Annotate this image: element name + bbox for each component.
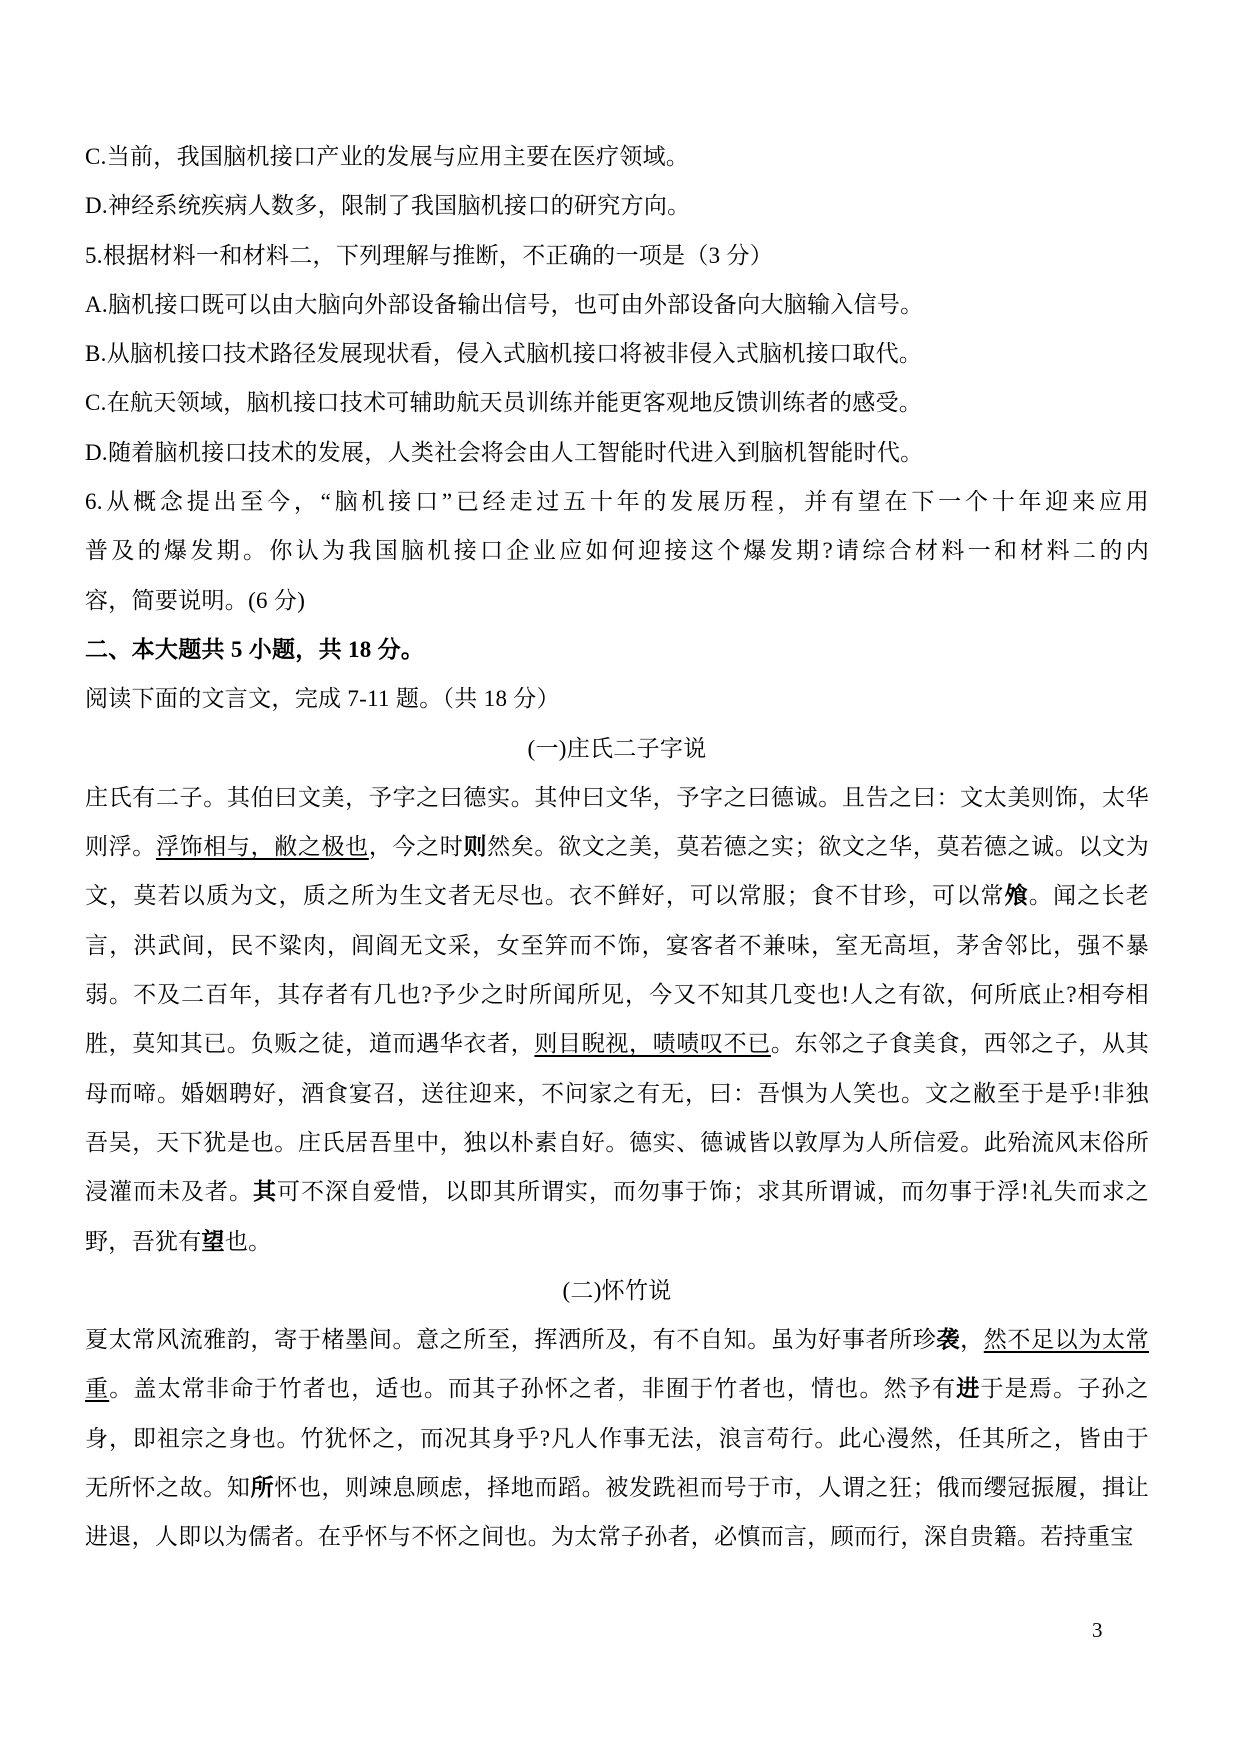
text-run: (二)怀竹说 [562, 1277, 672, 1303]
text-run: 身，即祖宗之身也。竹犹怀之，而况其身乎?凡人作事无法，浪言苟行。此心漫然，任其所之，皆由于 [85, 1425, 1149, 1451]
text-run: 吾吴，天下犹是也。庄氏居吾里中，独以朴素自好。德实、德诚皆以敦厚为人所信爱。此殆流风末俗所 [85, 1129, 1149, 1155]
text-run: 庄氏有二子。其伯曰文美，予字之曰德实。其仲曰文华，予字之曰德诚。且告之曰：文太美则饰，太华 [85, 784, 1149, 810]
passage-text [85, 1118, 1149, 1167]
passage-title [85, 1266, 1149, 1315]
text-run: 进退，人即以为儒者。在乎怀与不怀之间也。为太常子孙者，必慎而言，顾而行，深自贵籍。若持重宝 [85, 1524, 1134, 1550]
text-run: ，今之时 [368, 834, 464, 860]
text-run: 二、本大题共 5 小题，共 18 分。 [85, 636, 425, 662]
question-option [85, 378, 1149, 427]
document-body [85, 132, 1149, 1562]
question-stem [85, 576, 1149, 625]
text-run: 飧 [1004, 883, 1029, 909]
passage-title [85, 724, 1149, 773]
text-run: 则 [463, 834, 488, 860]
text-run: 袭 [936, 1327, 961, 1353]
text-run: 5.根据材料一和材料二，下列理解与推断，不正确的一项是（3 分） [85, 242, 774, 268]
passage-text [85, 1463, 1149, 1512]
text-run: 所 [250, 1475, 275, 1501]
text-run: 胜，莫知其已。负贩之徒，道而遇华衣者， [85, 1031, 535, 1057]
text-run: 普及的爆发期。你认为我国脑机接口企业应如何迎接这个爆发期?请综合材料一和材料二的内 [85, 538, 1149, 564]
question-stem [85, 477, 1149, 526]
passage-text [85, 773, 1149, 822]
text-run: 然矣。欲文之美，莫若德之实；欲文之华，莫若德之诚。以文为 [487, 834, 1150, 860]
text-run: (一)庄氏二子字说 [527, 735, 707, 761]
text-run: 于是焉。子孙之 [980, 1376, 1149, 1402]
text-run: 浮饰相与，敝之极也 [155, 834, 369, 860]
text-run: 可不深自爱惜，以即其所谓实，而勿事于饰；求其所谓诚，而勿事于浮!礼失而求之 [277, 1179, 1150, 1205]
question-option [85, 132, 1149, 181]
text-run: 阅读下面的文言文，完成 7-11 题。（共 18 分） [85, 686, 560, 712]
text-run: 则浮。 [85, 834, 156, 860]
text-run: 进 [956, 1376, 981, 1402]
text-run: D.神经系统疾病人数多，限制了我国脑机接口的研究方向。 [85, 193, 691, 219]
text-run: 无所怀之故。知 [85, 1475, 251, 1501]
passage-text [85, 1315, 1149, 1364]
text-run: 夏太常风流雅韵，寄于楮墨间。意之所至，挥洒所及，有不自知。虽为好事者所珍 [85, 1327, 937, 1353]
text-run: 野，吾犹有 [85, 1228, 202, 1254]
passage-text [85, 921, 1149, 970]
text-run: D.随着脑机接口技术的发展，人类社会将会由人工智能时代进入到脑机智能时代。 [85, 439, 924, 465]
passage-text [85, 1019, 1149, 1068]
text-run: C.当前，我国脑机接口产业的发展与应用主要在医疗领域。 [85, 144, 690, 169]
text-run: 然不足以为太常 [983, 1327, 1149, 1353]
passage-text [85, 1217, 1149, 1266]
text-run: 怀也，则竦息顾虑，择地而蹈。被发跣袒而号于市，人谓之狂；俄而缨冠振履，揖让 [274, 1475, 1149, 1501]
text-run: 6.从概念提出至今，“脑机接口”已经走过五十年的发展历程，并有望在下一个十年迎来应用 [85, 489, 1149, 515]
question-stem [85, 231, 1149, 280]
text-run: 母而啼。婚姻聘好，酒食宴召，送往迎来，不问家之有无，曰：吾惧为人笑也。文之敝至于是乎!非独 [85, 1080, 1149, 1106]
text-run: 。闻之长老 [1028, 883, 1149, 909]
passage-text [85, 1414, 1149, 1463]
text-run: C.在航天领域，脑机接口技术可辅助航天员训练并能更客观地反馈训练者的感受。 [85, 390, 923, 416]
text-run: 。盖太常非命于竹者也，适也。而其子孙怀之者，非囿于竹者也，情也。然予有 [109, 1376, 957, 1402]
text-run: 弱。不及二百年，其存者有几也?予少之时所闻所见，今又不知其几变也!人之有欲，何所底止?相夸相 [85, 982, 1149, 1008]
text-run: 言，洪武间，民不粱肉，闾阎无文采，女至笄而不饰，宴客者不兼味，室无高垣，茅舍邻比，强不暴 [85, 932, 1149, 958]
passage-text [85, 1512, 1149, 1561]
page-number: 3 [1092, 1618, 1103, 1642]
section-heading [85, 625, 1149, 674]
text-run: 浸灌而未及者。 [85, 1179, 254, 1205]
question-option [85, 428, 1149, 477]
text-run: 文，莫若以质为文，质之所为生文者无尽也。衣不鲜好，可以常服；食不甘珍，可以常 [85, 883, 1005, 909]
text-run: 。东邻之子食美食，西邻之子，从其 [770, 1031, 1150, 1057]
text-run: 也。 [224, 1228, 272, 1254]
text-run: A.脑机接口既可以由大脑向外部设备输出信号，也可由外部设备向大脑输入信号。 [85, 291, 924, 317]
passage-text [85, 1167, 1149, 1216]
passage-text [85, 871, 1149, 920]
passage-text [85, 1364, 1149, 1413]
question-option [85, 280, 1149, 329]
text-run: B.从脑机接口技术路径发展现状看，侵入式脑机接口将被非侵入式脑机接口取代。 [85, 341, 923, 367]
reading-instruction [85, 674, 1149, 723]
text-run: 重 [85, 1376, 110, 1402]
question-stem [85, 526, 1149, 575]
passage-text [85, 1069, 1149, 1118]
text-run: 望 [201, 1228, 225, 1254]
text-run: 则目睨视，啧啧叹不已 [534, 1031, 771, 1057]
text-run: 容，简要说明。(6 分) [85, 587, 306, 613]
passage-text [85, 822, 1149, 871]
passage-text [85, 970, 1149, 1019]
question-option [85, 329, 1149, 378]
text-run: 其 [253, 1179, 278, 1205]
question-option [85, 181, 1149, 230]
text-run: ， [960, 1327, 984, 1353]
